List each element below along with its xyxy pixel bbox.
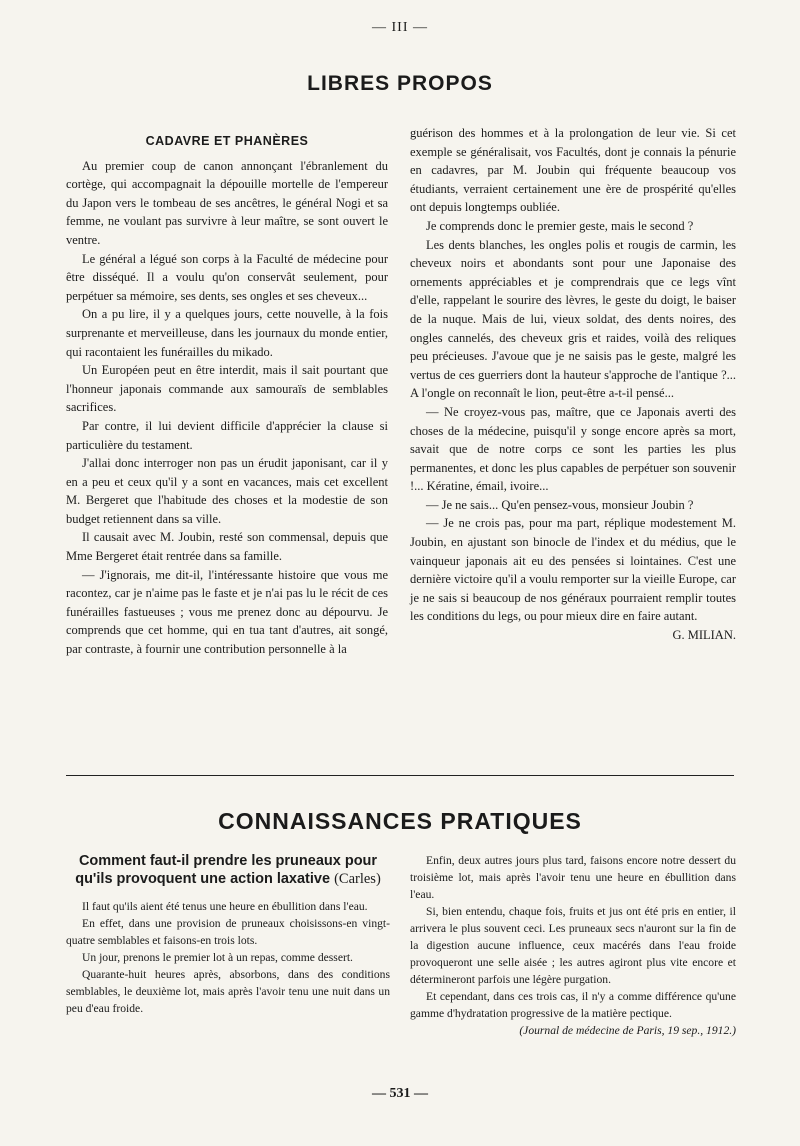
paragraph: Si, bien entendu, chaque fois, fruits et jus ont été pris en entier, il arrivera le plus souvent ceci. Les pruneaux secs n'auront sur la fin de la digestion aucune influence, ceux macérés dans l'eau froide provoqueront une selle aisée ; les autres agiront plus vite encore et détermineront parfois une légère purgation.	[410, 905, 736, 986]
paragraph: Au premier coup de canon annonçant l'ébranlement du cortège, qui accompagnait la dépouille mortelle de l'empereur du Japon vers le tombeau de ses ancêtres, le général Nogi et sa femme, ne voulant pas survivre à leur maître, se sont ouvert le ventre.	[66, 158, 388, 247]
paragraph: Quarante-huit heures après, absorbons, dans des conditions semblables, le deuxième lot, mais après l'avoir tenu une nuit dans un peu d'eau froide.	[66, 968, 390, 1015]
paragraph: Le général a légué son corps à la Faculté de médecine pour être disséqué. Il a voulu qu'on conservât seulement, pour perpétuer sa mémoire, ses dents, ses ongles et ses cheveux...	[66, 251, 388, 303]
paragraph: — Je ne sais... Qu'en pensez-vous, monsieur Joubin ?	[426, 497, 694, 512]
column-2	[410, 124, 736, 645]
signature: G. MILIAN.	[672, 628, 736, 643]
paragraph: Il faut qu'ils aient été tenus une heure en ébullition dans l'eau.	[82, 900, 368, 913]
bottom-page-number: — 531 —	[372, 1086, 428, 1101]
paragraph: Enfin, deux autres jours plus tard, faisons encore notre dessert du troisième lot, mais après l'avoir tenu une heure en ébullition dans l'eau.	[410, 854, 736, 901]
paragraph: Par contre, il lui devient difficile d'apprécier la clause si particulière du testament.	[66, 418, 388, 452]
article-heading-cadavre: CADAVRE ET PHANÈRES	[145, 134, 309, 148]
column-3	[66, 852, 390, 1017]
paragraph: Et cependant, dans ces trois cas, il n'y a comme différence qu'une gamme d'hydratation progressive de la matière pectique.	[410, 990, 736, 1020]
article-heading-pruneaux	[66, 852, 390, 888]
top-page-number: — III —	[372, 20, 428, 35]
column-4	[410, 852, 736, 1039]
paragraph: Un jour, prenons le premier lot à un repas, comme dessert.	[82, 951, 353, 964]
paragraph: — J'ignorais, me dit-il, l'intéressante histoire que vous me racontez, car je n'aime pas le faste et je n'ai pas lu le récit de ces funérailles fastueuses ; vous me prenez donc au dépourvu. Je comprends que cet homme, qui en tua tant d'autres, ait songé, par contraste, à fournir une contribution personnelle à la	[66, 567, 388, 657]
paragraph: En effet, dans une provision de pruneaux choisissons-en vingt-quatre semblables et faisons-en trois lots.	[66, 917, 390, 947]
heading-author: (Carles)	[334, 871, 381, 887]
heading-text: Comment faut-il prendre les pruneaux pour qu'ils provoquent une action laxative	[75, 853, 378, 887]
paragraph: Je comprends donc le premier geste, mais le second ?	[426, 218, 694, 233]
paragraph: Les dents blanches, les ongles polis et rougis de carmin, les cheveux noirs et abondants sont pour une Japonaise des ornements appréciables et je comprendrais que ce legs vînt d'elle, rappelant le sourire des lèvres, le geste du doigt, le baiser de la nuque. Mais de lui, vieux soldat, des dents noires, des ongles cannelés, des cheveux gris et raides, voilà des reliques peu précieuses. J'avoue que je ne saisis pas le geste, malgré les vertus de ces guerriers dont la hauteur s'approche de l'antique ?... A l'ongle on reconnaît le lion, peut-être a-t-il pensé...	[410, 237, 736, 401]
paragraph: Un Européen peut en être interdit, mais il sait pourtant que l'honneur japonais commande aux samouraïs de semblables sacrifices.	[66, 363, 388, 415]
source-reference: (Journal de médecine de Paris, 19 sep., 1912.)	[519, 1024, 736, 1037]
paragraph-text: — Je ne crois pas, pour ma part, réplique modestement M. Joubin, en ajustant son binocle de l'index et du médius, que le vainqueur japonais ait eu des pensées si lointaines. C'est une dernière victoire qu'il a voulu remporter sur la vieille Europe, car je ne sais si beaucoup de nos généraux pourraient remplir toutes les conditions du legs, ou pour mieux dire en faire autant.	[410, 516, 736, 624]
paragraph: — Ne croyez-vous pas, maître, que ce Japonais averti des choses de la médecine, puisqu'il y songe encore après sa mort, savait que de notre corps ce sont les parties les plus permanentes, et donc les plus capables de perpétuer son souvenir !... Kératine, émail, ivoire...	[410, 404, 736, 494]
paragraph: Il causait avec M. Joubin, resté son commensal, depuis que Mme Bergeret était rentrée dans sa famille.	[66, 530, 388, 564]
paragraph: J'allai donc interroger non pas un érudit japonisant, car il y en a peu et ceux qu'il y a sont en vacances, mais cet excellent M. Bergeret que l'habitude des choses et la modestie de son budget retiennent dans sa ville.	[66, 456, 388, 526]
section-title-connaissances-pratiques: CONNAISSANCES PRATIQUES	[218, 808, 582, 834]
section-divider	[66, 775, 734, 776]
section-title-libres-propos: LIBRES PROPOS	[307, 72, 493, 95]
paragraph: On a pu lire, il y a quelques jours, cette nouvelle, à la fois surprenante et merveilleuse, dans les journaux du monde entier, qui racontaient les funérailles du mikado.	[66, 307, 388, 359]
paragraph	[410, 514, 736, 643]
column-1	[66, 132, 388, 659]
paragraph: guérison des hommes et à la prolongation de leur vie. Si cet exemple se généralisait, vos Facultés, dont je connais la pénurie en cadavres, par M. Joubin qui fréquente beaucoup vos étudiants, verraient certainement une ère de prospérité qu'elles ont depuis longtemps oubliée.	[410, 126, 736, 215]
